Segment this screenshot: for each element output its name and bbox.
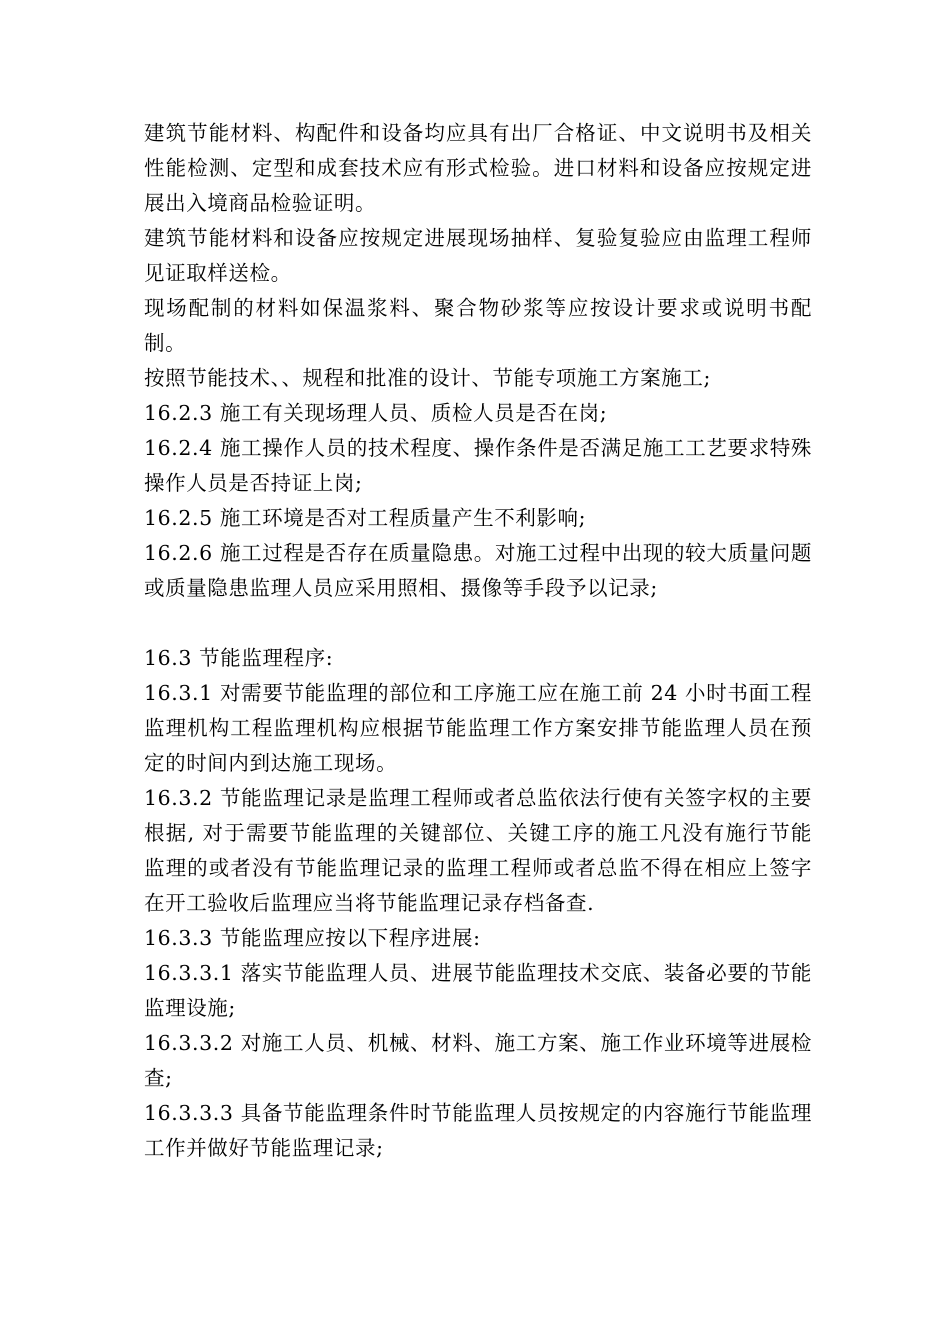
paragraph-16-3-3-2: 16.3.3.2 对施工人员、机械、材料、施工方案、施工作业环境等进展检查; <box>144 1031 812 1090</box>
paragraph-site-mixed-materials: 现场配制的材料如保温浆料、聚合物砂浆等应按设计要求或说明书配制。 <box>144 296 812 355</box>
paragraph-16-2-4: 16.2.4 施工操作人员的技术程度、操作条件是否满足施工工艺要求特殊操作人员是否持证上岗; <box>144 436 812 495</box>
paragraph-16-2-6: 16.2.6 施工过程是否存在质量隐患。对施工过程中出现的较大质量问题或质量隐患监理人员应采用照相、摄像等手段予以记录; <box>144 541 812 600</box>
paragraph-16-3-3-3: 16.3.3.3 具备节能监理条件时节能监理人员按规定的内容施行节能监理工作并做好节能监理记录; <box>144 1101 812 1160</box>
paragraph-16-3-3: 16.3.3 节能监理应按以下程序进展: <box>144 926 481 950</box>
paragraph-16-3-1: 16.3.1 对需要节能监理的部位和工序施工应在施工前 24 小时书面工程监理机构工程监理机构应根据节能监理工作方案安排节能监理人员在预定的时间内到达施工现场。 <box>144 681 812 775</box>
blank-line <box>144 606 812 641</box>
paragraph-16-2-3: 16.2.3 施工有关现场理人员、质检人员是否在岗; <box>144 401 608 425</box>
section-heading-16-3: 16.3 节能监理程序: <box>144 646 334 670</box>
paragraph-16-3-2: 16.3.2 节能监理记录是监理工程师或者总监依法行使有关签字权的主要根据, 对于需要节能监理的关键部位、关键工序的施工凡没有施行节能监理的或者没有节能监理记录的监理工程师或者总监不得在相应上签字在开工验收后监理应当将节能监理记录存档备查. <box>144 786 812 915</box>
paragraph-16-2-5: 16.2.5 施工环境是否对工程质量产生不利影响; <box>144 506 587 530</box>
document-body <box>144 116 812 1166</box>
paragraph-construct-per-design: 按照节能技术、、规程和批准的设计、节能专项施工方案施工; <box>144 366 711 390</box>
paragraph-16-3-3-1: 16.3.3.1 落实节能监理人员、进展节能监理技术交底、装备必要的节能监理设施; <box>144 961 812 1020</box>
paragraph-sampling-retest: 建筑节能材料和设备应按规定进展现场抽样、复验复验应由监理工程师见证取样送检。 <box>144 226 812 285</box>
paragraph-material-certificates: 建筑节能材料、构配件和设备均应具有出厂合格证、中文说明书及相关性能检测、定型和成套技术应有形式检验。进口材料和设备应按规定进展出入境商品检验证明。 <box>144 121 812 215</box>
